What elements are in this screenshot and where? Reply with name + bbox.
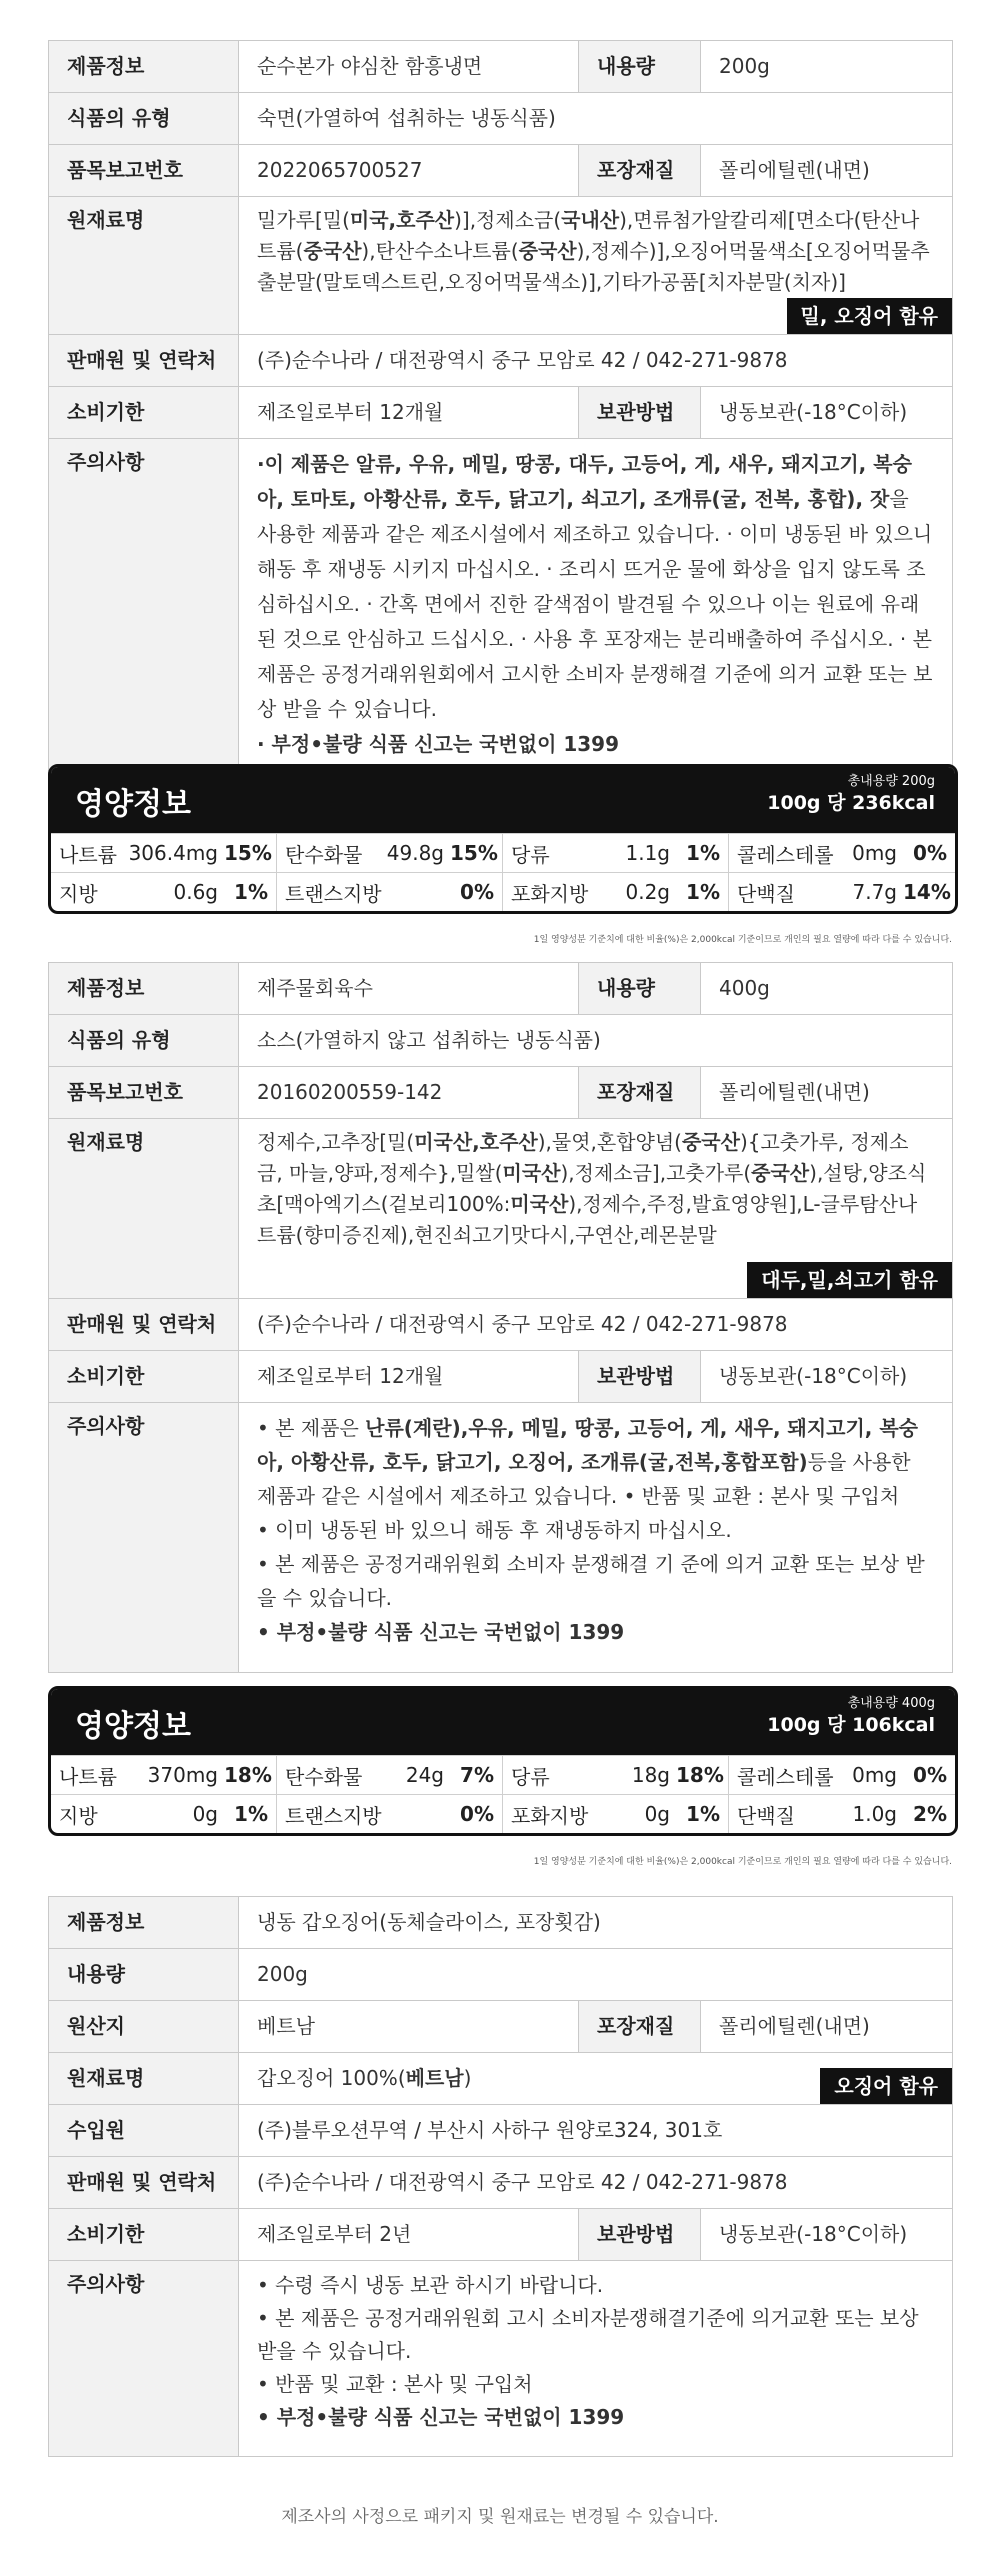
- nutrient-cholesterol: 콜레스테롤 0mg 0%: [729, 1755, 955, 1794]
- nutrition-kcal: 100g 당 236kcal: [767, 791, 935, 814]
- value-food-type: 소스(가열하지 않고 섭취하는 냉동식품): [239, 1015, 953, 1067]
- label-product-info: 제품정보: [49, 41, 239, 93]
- nutrient-carbs: 탄수화물 24g 7%: [277, 1755, 503, 1794]
- label-storage: 보관방법: [579, 2209, 701, 2261]
- value-product-info: 제주물회육수: [239, 963, 579, 1015]
- value-volume: 200g: [239, 1949, 953, 2001]
- label-food-type: 식품의 유형: [49, 93, 239, 145]
- label-caution: 주의사항: [49, 439, 239, 771]
- value-report-no: 2022065700527: [239, 145, 579, 197]
- nutrition-total: 총내용량 200g: [847, 774, 935, 789]
- nutrient-fat: 지방 0g 1%: [51, 1794, 277, 1833]
- label-caution: 주의사항: [49, 1403, 239, 1673]
- nutrient-sugar: 당류 18g 18%: [503, 1755, 729, 1794]
- value-shelf-life: 제조일로부터 12개월: [239, 387, 579, 439]
- label-origin: 원산지: [49, 2001, 239, 2053]
- label-food-type: 식품의 유형: [49, 1015, 239, 1067]
- nutrition-kcal: 100g 당 106kcal: [767, 1713, 935, 1736]
- allergen-badge: 밀, 오징어 함유: [787, 298, 952, 334]
- label-product-info: 제품정보: [49, 1897, 239, 1949]
- product1-info-table: [48, 40, 953, 771]
- value-report-no: 20160200559-142: [239, 1067, 579, 1119]
- label-volume: 내용량: [579, 41, 701, 93]
- nutrition-title: 영양정보: [75, 787, 191, 822]
- value-packaging: 폴리에틸렌(내면): [701, 2001, 953, 2053]
- nutrition-total: 총내용량 400g: [847, 1696, 935, 1711]
- label-storage: 보관방법: [579, 1351, 701, 1403]
- label-storage: 보관방법: [579, 387, 701, 439]
- label-seller: 판매원 및 연락처: [49, 1299, 239, 1351]
- value-food-type: 숙면(가열하여 섭취하는 냉동식품): [239, 93, 953, 145]
- nutrient-fat: 지방 0.6g 1%: [51, 872, 277, 911]
- value-caution: ·이 제품은 알류, 우유, 메밀, 땅콩, 대두, 고등어, 게, 새우, 돼지고기, 복숭아, 토마토, 아황산류, 호두, 닭고기, 쇠고기, 조개류(굴, 전복, 홍합), 잣을 사용한 제품과 같은 제조시설에서 제조하고 있습니다. · 이미 냉동된 바 있으니 해동 후 재냉동 시키지 마십시오. · 조리시 뜨거운 물에 화상을 입지 않도록 조심하십시오. · 간혹 면에서 진한 갈색점이 발견될 수 있으나 이는 원료에 유래된 것으로 안심하고 드십시오. · 사용 후 포장재는 분리배출하여 주십시오. · 본 제품은 공정거래위원회에서 고시한 소비자 분쟁해결 기준에 의거 교환 또는 보상 받을 수 있습니다. · 부정•불량 식품 신고는 국번없이 1399: [239, 439, 953, 771]
- label-ingredients: 원재료명: [49, 197, 239, 335]
- value-seller: (주)순수나라 / 대전광역시 중구 모암로 42 / 042-271-9878: [239, 2157, 953, 2209]
- value-caution: • 본 제품은 난류(계란),우유, 메밀, 땅콩, 고등어, 게, 새우, 돼지고기, 복숭아, 아황산류, 호두, 닭고기, 오징어, 조개류(굴,전복,홍합포함)등을 사용한 제품과 같은 시설에서 제조하고 있습니다. • 반품 및 교환 : 본사 및 구입처 • 이미 냉동된 바 있으니 해동 후 재냉동하지 마십시오. • 본 제품은 공정거래위원회 소비자 분쟁해결 기 준에 의거 교환 또는 보상 받을 수 있습니다. • 부정•불량 식품 신고는 국번없이 1399: [239, 1403, 953, 1673]
- label-packaging: 포장재질: [579, 1067, 701, 1119]
- nutrient-saturated-fat: 포화지방 0g 1%: [503, 1794, 729, 1833]
- nutrition-facts-panel: [48, 1686, 958, 1836]
- value-volume: 200g: [701, 41, 953, 93]
- footer-notice: 제조사의 사정으로 패키지 및 원재료는 변경될 수 있습니다.: [281, 2507, 719, 2527]
- label-packaging: 포장재질: [579, 2001, 701, 2053]
- nutrition-note: 1일 영양성분 기준치에 대한 비율(%)은 2,000kcal 기준이므로 개인의 필요 열량에 따라 다를 수 있습니다.: [533, 935, 952, 945]
- label-volume: 내용량: [579, 963, 701, 1015]
- nutrition-title: 영양정보: [75, 1709, 191, 1744]
- nutrient-saturated-fat: 포화지방 0.2g 1%: [503, 872, 729, 911]
- value-storage: 냉동보관(-18°C이하): [701, 2209, 953, 2261]
- nutrition-note: 1일 영양성분 기준치에 대한 비율(%)은 2,000kcal 기준이므로 개인의 필요 열량에 따라 다를 수 있습니다.: [533, 1857, 952, 1867]
- label-shelf-life: 소비기한: [49, 2209, 239, 2261]
- value-seller: (주)순수나라 / 대전광역시 중구 모암로 42 / 042-271-9878: [239, 335, 953, 387]
- value-packaging: 폴리에틸렌(내면): [701, 1067, 953, 1119]
- label-ingredients: 원재료명: [49, 1119, 239, 1299]
- label-product-info: 제품정보: [49, 963, 239, 1015]
- label-ingredients: 원재료명: [49, 2053, 239, 2105]
- label-shelf-life: 소비기한: [49, 1351, 239, 1403]
- label-seller: 판매원 및 연락처: [49, 2157, 239, 2209]
- nutrient-carbs: 탄수화물 49.8g 15%: [277, 833, 503, 872]
- value-product-info: 순수본가 야심찬 함흥냉면: [239, 41, 579, 93]
- value-volume: 400g: [701, 963, 953, 1015]
- nutrition-facts-panel: [48, 764, 958, 914]
- allergen-badge: 대두,밀,쇠고기 함유: [747, 1262, 952, 1298]
- value-storage: 냉동보관(-18°C이하): [701, 1351, 953, 1403]
- label-caution: 주의사항: [49, 2261, 239, 2457]
- value-origin: 베트남: [239, 2001, 579, 2053]
- nutrient-protein: 단백질 1.0g 2%: [729, 1794, 955, 1833]
- value-ingredients: 갑오징어 100%(베트남) 오징어 함유: [239, 2053, 953, 2105]
- product2-info-table: [48, 962, 953, 1673]
- value-storage: 냉동보관(-18°C이하): [701, 387, 953, 439]
- nutrient-sodium: 나트륨 306.4mg 15%: [51, 833, 277, 872]
- nutrient-protein: 단백질 7.7g 14%: [729, 872, 955, 911]
- label-packaging: 포장재질: [579, 145, 701, 197]
- value-product-info: 냉동 갑오징어(동체슬라이스, 포장횟감): [239, 1897, 953, 1949]
- label-report-no: 품목보고번호: [49, 1067, 239, 1119]
- label-shelf-life: 소비기한: [49, 387, 239, 439]
- value-shelf-life: 제조일로부터 12개월: [239, 1351, 579, 1403]
- value-ingredients: 밀가루[밀(미국,호주산)],정제소금(국내산),면류첨가알칼리제[면소다(탄산나트륨(중국산),탄산수소나트륨(중국산),정제수)],오징어먹물색소[오징어먹물추출분말(말토덱스트린,오징어먹물색소)],기타가공품[치자분말(치자)] 밀, 오징어 함유: [239, 197, 953, 335]
- nutrient-trans-fat: 트랜스지방 0%: [277, 1794, 503, 1833]
- value-ingredients: 정제수,고추장[밀(미국산,호주산),물엿,혼합양념(중국산){고춧가루, 정제소금, 마늘,양파,정제수},밀쌀(미국산),정제소금],고춧가루(중국산),설탕,양조식초[맥아엑기스(겉보리100%:미국산),정제수,주정,발효영양원],L-글루탐산나트륨(향미증진제),현진쇠고기맛다시,구연산,레몬분말 대두,밀,쇠고기 함유: [239, 1119, 953, 1299]
- nutrient-sodium: 나트륨 370mg 18%: [51, 1755, 277, 1794]
- value-seller: (주)순수나라 / 대전광역시 중구 모암로 42 / 042-271-9878: [239, 1299, 953, 1351]
- label-volume: 내용량: [49, 1949, 239, 2001]
- label-seller: 판매원 및 연락처: [49, 335, 239, 387]
- allergen-badge: 오징어 함유: [820, 2068, 952, 2104]
- label-report-no: 품목보고번호: [49, 145, 239, 197]
- nutrient-cholesterol: 콜레스테롤 0mg 0%: [729, 833, 955, 872]
- product3-info-table: [48, 1896, 953, 2457]
- nutrient-sugar: 당류 1.1g 1%: [503, 833, 729, 872]
- value-packaging: 폴리에틸렌(내면): [701, 145, 953, 197]
- value-importer: (주)블루오션무역 / 부산시 사하구 원양로324, 301호: [239, 2105, 953, 2157]
- nutrient-trans-fat: 트랜스지방 0%: [277, 872, 503, 911]
- value-caution: • 수령 즉시 냉동 보관 하시기 바랍니다. • 본 제품은 공정거래위원회 고시 소비자분쟁해결기준에 의거교환 또는 보상 받을 수 있습니다. • 반품 및 교환 : 본사 및 구입처 • 부정•불량 식품 신고는 국번없이 1399: [239, 2261, 953, 2457]
- label-importer: 수입원: [49, 2105, 239, 2157]
- value-shelf-life: 제조일로부터 2년: [239, 2209, 579, 2261]
